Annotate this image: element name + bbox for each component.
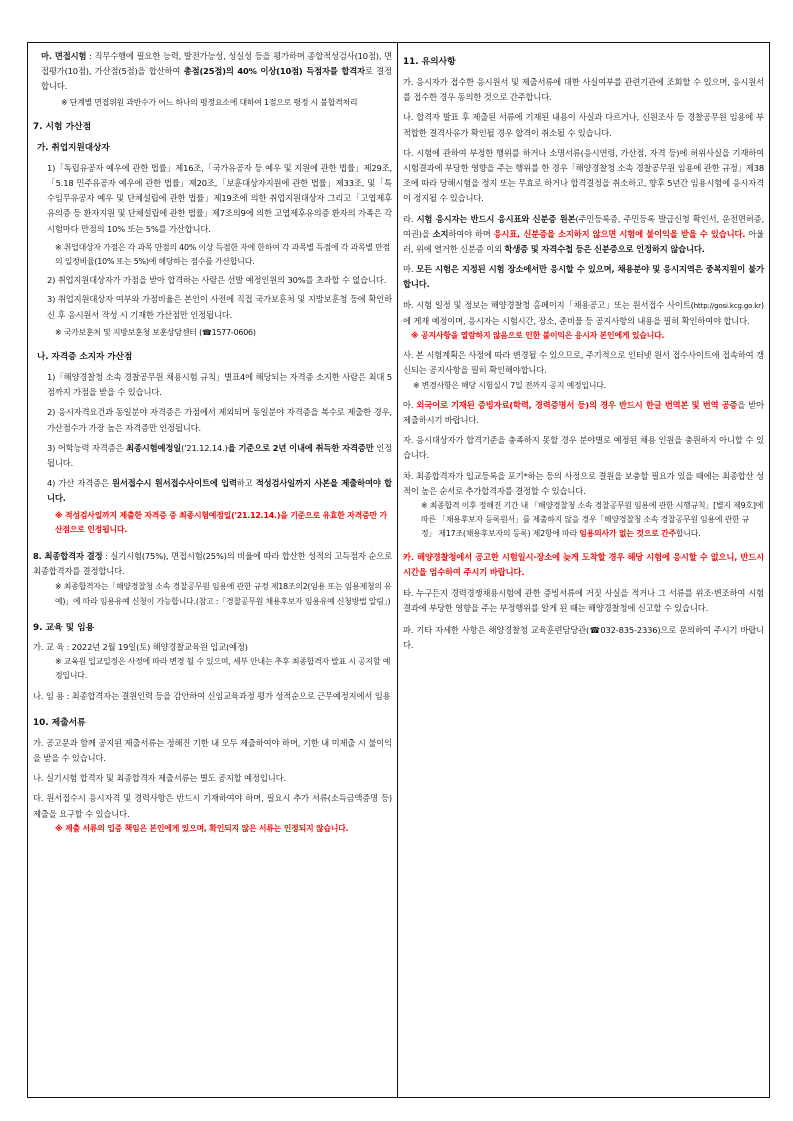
notice-item-ma: 마. 모든 시험은 지정된 시험 장소에서만 응시할 수 있으며, 채용분야 및 응시지역은 중복지원이 불가합니다. bbox=[403, 264, 764, 290]
notice-item-da: 다. 시험에 관하여 부정한 행위를 하거나 소명서류(응시연령, 가산점, 자격 등)에 허위사실을 기재하여 시험결과에 부당한 영향을 주는 행위를 한 경우「해양경찰청 소속 경찰공무원 임용에 관한 규정」제38조에 따라 당해시험을 정지 또는 무효로 하거나 합격결정을 취소하고, 향후 5년간 임용시험에 응시자격이 정지될 수 있습니다. bbox=[403, 147, 764, 204]
notice-item-sa: 사. 본 시험계획은 사정에 따라 변경될 수 있으므로, 주기적으로 인터넷 원서 접수사이트에 접속하여 갱신되는 공지사항을 필히 확인해야합니다. bbox=[403, 350, 764, 376]
notice-item-cha: 차. 최종합격자가 입교등록을 포기*하는 등의 사정으로 결원을 보충할 필요가 있을 때에는 최종합산 성적이 높은 순서로 추가합격자를 결정할 수 있습니다. bbox=[403, 470, 764, 496]
veterans-center-note: ※ 국가보훈처 및 지방보훈청 보훈상담센터 (☎1577-0606) bbox=[55, 327, 256, 337]
section-8-note: ※ 최종합격자는「해양경찰청 소속 경찰공무원 임용에 관한 규정 제18조의2(임용 또는 임용제청의 유예)」에 따라 임용유예 신청이 가능합니다.(참고 :「경찰공무원 채용후보자 임용유예 신청방법 알림」) bbox=[55, 582, 392, 606]
notice-item-a: 아. 외국어로 기재된 증빙자료(학력, 경력증명서 등)의 경우 반드시 한글 번역본 및 번역 공증을 받아 제출하시기 바랍니다. bbox=[403, 399, 764, 426]
certificate-item-4: 4) 가산 자격증은 원서접수시 원서접수사이트에 입력하고 적성검사일까지 사본을 제출하여야 합니다. bbox=[47, 478, 392, 504]
notice-item-na: 나. 합격자 발표 후 제출된 서류에 기재된 내용이 사실과 다르거나, 신원조사 등 경찰공무원 임용에 부적합한 결격사유가 확인될 경우 합격이 취소될 수 있습니다. bbox=[403, 112, 764, 138]
appointment-line: 나. 임 용 : 최종합격자는 결원인력 등을 감안하여 신임교육과정 평가 성적순으로 근무예정지에서 임용 bbox=[33, 690, 391, 701]
employment-support-item-1: 1)「독립유공자 예우에 관한 법률」제16조,「국가유공자 등 예우 및 지원에 관한 법률」제29조,「5.18 민주유공자 예우에 관한 법률」제20조,「보훈대상자지원에 관한 법률」제33조, 및「특수임무유공자 예우 및 단체설립에 관한 법률」제19조에 의한 취업지원대상자 그리고「고엽제후유의증 등 환자지원 및 단체설립에 관한 법률」제7조의9에 의한 고엽제후유의증 환자의 가족은 각 시험마다 만점의 10% 또는 5%를 가산합니다. bbox=[47, 162, 392, 234]
certificate-item-2: 2) 응시자격요건과 동일분야 자격증은 가점에서 제외되며 동일분야 자격증을 복수로 제출한 경우, 가산점수가 가장 높은 자격증만 인정됩니다. bbox=[47, 407, 392, 433]
section-8-final-pass: 8. 최종합격자 결정 : 실기시험(75%), 면접시험(25%)의 비율에 따라 합산한 성적의 고득점자 순으로 최종합격자를 결정합니다. bbox=[33, 551, 393, 577]
section-9-heading: 9. 교육 및 임용 bbox=[33, 622, 95, 633]
section-10-heading: 10. 제출서류 bbox=[33, 717, 86, 728]
notice-item-ta: 타. 누구든지 경력경쟁채용시험에 관한 증빙서류에 거짓 사실을 적거나 그 서류를 위조·변조하여 시험결과에 부당한 영향을 주는 부정행위를 알게 된 때는 해양경찰청에 신고할 수 있습니다. bbox=[403, 588, 764, 614]
notice-item-pa: 파. 기타 자세한 사항은 해양경찰청 교육훈련담당관(☎032-835-2336)으로 문의하여 주시기 바랍니다. bbox=[403, 624, 764, 650]
education-line: 가. 교 육 : 2022년 2월 19일(토) 해양경찰교육원 입교(예정) bbox=[33, 641, 248, 652]
notice-item-ka: 카. 해양경찰청에서 공고한 시험일시·장소에 늦게 도착할 경우 해당 시험에 응시할 수 없으니, 반드시 시간을 엄수하여 주시기 바랍니다. bbox=[403, 551, 764, 577]
employment-support-item-2: 2) 취업지원대상자가 가점을 받아 합격하는 사람은 선발 예정인원의 30%를 초과할 수 없습니다. bbox=[47, 275, 387, 286]
recruitment-site-link[interactable]: http://gosi.kcg.go.kr bbox=[693, 301, 761, 310]
employment-support-note: ※ 취업대상자 가점은 각 과목 만점의 40% 이상 득점한 자에 한하여 각 과목별 득점에 각 과목별 만점의 일정비율(10% 또는 5%)에 해당하는 점수를 가산합니다. bbox=[55, 242, 390, 267]
section-7-heading: 7. 시험 가산점 bbox=[33, 121, 92, 132]
section-11-heading: 11. 유의사항 bbox=[403, 57, 456, 67]
notice-item-ja: 자. 응시대상자가 합격기준을 충족하지 못할 경우 분야별로 예정된 채용 인원을 충원하지 아니할 수 있습니다. bbox=[403, 435, 764, 461]
certificate-item-3: 3) 어학능력 자격증은 최종시험예정일('21.12.14.)을 기준으로 2년 이내에 취득한 자격증만 인정됩니다. bbox=[47, 442, 392, 469]
documents-item-ga: 가. 공고문과 함께 공지된 제출서류는 정해진 기한 내 모두 제출하여야 하며, 기한 내 미제출 시 불이익을 받을 수 있습니다. bbox=[33, 737, 392, 763]
notice-ba-warning: ※ 공지사항을 열람하지 않음으로 인한 불이익은 응시자 본인에게 있습니다. bbox=[411, 331, 665, 341]
employment-support-item-3: 3) 취업지원대상자 여부와 가점비율은 본인이 사전에 직접 국가보훈처 및 지방보훈청 등에 확인하신 후 응시원서 작성 시 기재한 가산점만 인정됩니다. bbox=[47, 294, 392, 320]
certificate-item-1: 1)「해양경찰청 소속 경찰공무원 채용시험 규칙」별표4에 해당되는 자격증 소지한 사람은 최대 5점까지 가점을 받을 수 있습니다. bbox=[47, 372, 392, 398]
right-column bbox=[398, 43, 769, 1097]
education-note: ※ 교육원 입교일정은 사정에 따라 변경 될 수 있으며, 세부 안내는 추후 최종합격자 발표 시 공지할 예정입니다. bbox=[55, 657, 391, 681]
documents-warning-note: ※ 제출 서류의 입증 책임은 본인에게 있으며, 확인되지 않은 서류는 인정되지 않습니다. bbox=[55, 823, 349, 833]
documents-item-na: 나. 실기시험 합격자 및 최종합격자 제출서류는 별도 공지할 예정입니다. bbox=[33, 773, 286, 784]
interview-paragraph: 마. 면접시험 : 직무수행에 필요한 능력, 발전가능성, 성실성 등을 평가하며 종합적성검사(10점), 면접평가(10점), 가산점(5점)을 합산하여 총점(25점)의 40% 이상(10점) 득점자를 합격자로 결정합니다. bbox=[41, 51, 392, 92]
notice-item-ga: 가. 응시자가 접수한 응시원서 및 제출서류에 대한 사실여부를 관련기관에 조회할 수 있으며, 응시원서를 접수한 경우 동의한 것으로 간주합니다. bbox=[403, 77, 764, 103]
notice-sa-note: ※ 변경사항은 해당 시험실시 7일 전까지 공지 예정입니다. bbox=[413, 380, 606, 390]
notice-item-ra: 라. 시험 응시자는 반드시 응시표와 신분증 원본(주민등록증, 주민등록 발급신청 확인서, 운전면허증, 여권)을 소지하여야 하며 응시표, 신분증을 소지하지 않으면 시험에 불이익을 받을 수 있습니다. 아울러, 위에 열거한 신분증 이외 학생증 및 자격수첩 등은 신분증으로 인정하지 않습니다. bbox=[403, 213, 764, 255]
notice-item-ba: 바. 시험 일정 및 정보는 해양경찰청 홈페이지「채용공고」또는 원서접수 사이트(http://gosi.kcg.go.kr)에 게재 예정이며, 응시자는 시험시간, 장소, 준비물 등 공지사항의 내용을 필히 확인하여야 합니다. bbox=[403, 299, 764, 326]
left-column bbox=[28, 43, 398, 1097]
subsection-certificate-holders: 나. 자격증 소지자 가산점 bbox=[37, 352, 133, 363]
certificate-warning-note: ※ 적성검사일까지 제출한 자격증 중 최종시험예정일('21.12.14.)을 기준으로 유효한 자격증만 가산점으로 인정됩니다. bbox=[55, 510, 387, 534]
subsection-employment-support: 가. 취업지원대상자 bbox=[37, 142, 110, 153]
documents-item-da: 다. 원서접수시 응시자격 및 경력사항은 반드시 기재하여야 하며, 필요시 추가 서류(소득금액증명 등) 제출을 요구할 수 있습니다. bbox=[33, 793, 392, 819]
notice-cha-note: ※ 최종합격 이후 정해진 기간 내 「해양경찰청 소속 경찰공무원 임용에 관한 시행규칙」[별지 제9호]에 따른 「채용후보자 등록원서」를 제출하지 않을 경우「해양경찰청 소속 경찰공무원 임용에 관한 규정」 제17조(채용후보자의 등록) 제2항에 따라 임용의사가 없는 것으로 간주합니다. bbox=[421, 501, 764, 539]
document-frame bbox=[27, 42, 770, 1098]
interview-note: ※ 단계별 면접위원 과반수가 어느 하나의 평정요소에 대하여 1점으로 평정 시 불합격처리 bbox=[61, 97, 358, 107]
